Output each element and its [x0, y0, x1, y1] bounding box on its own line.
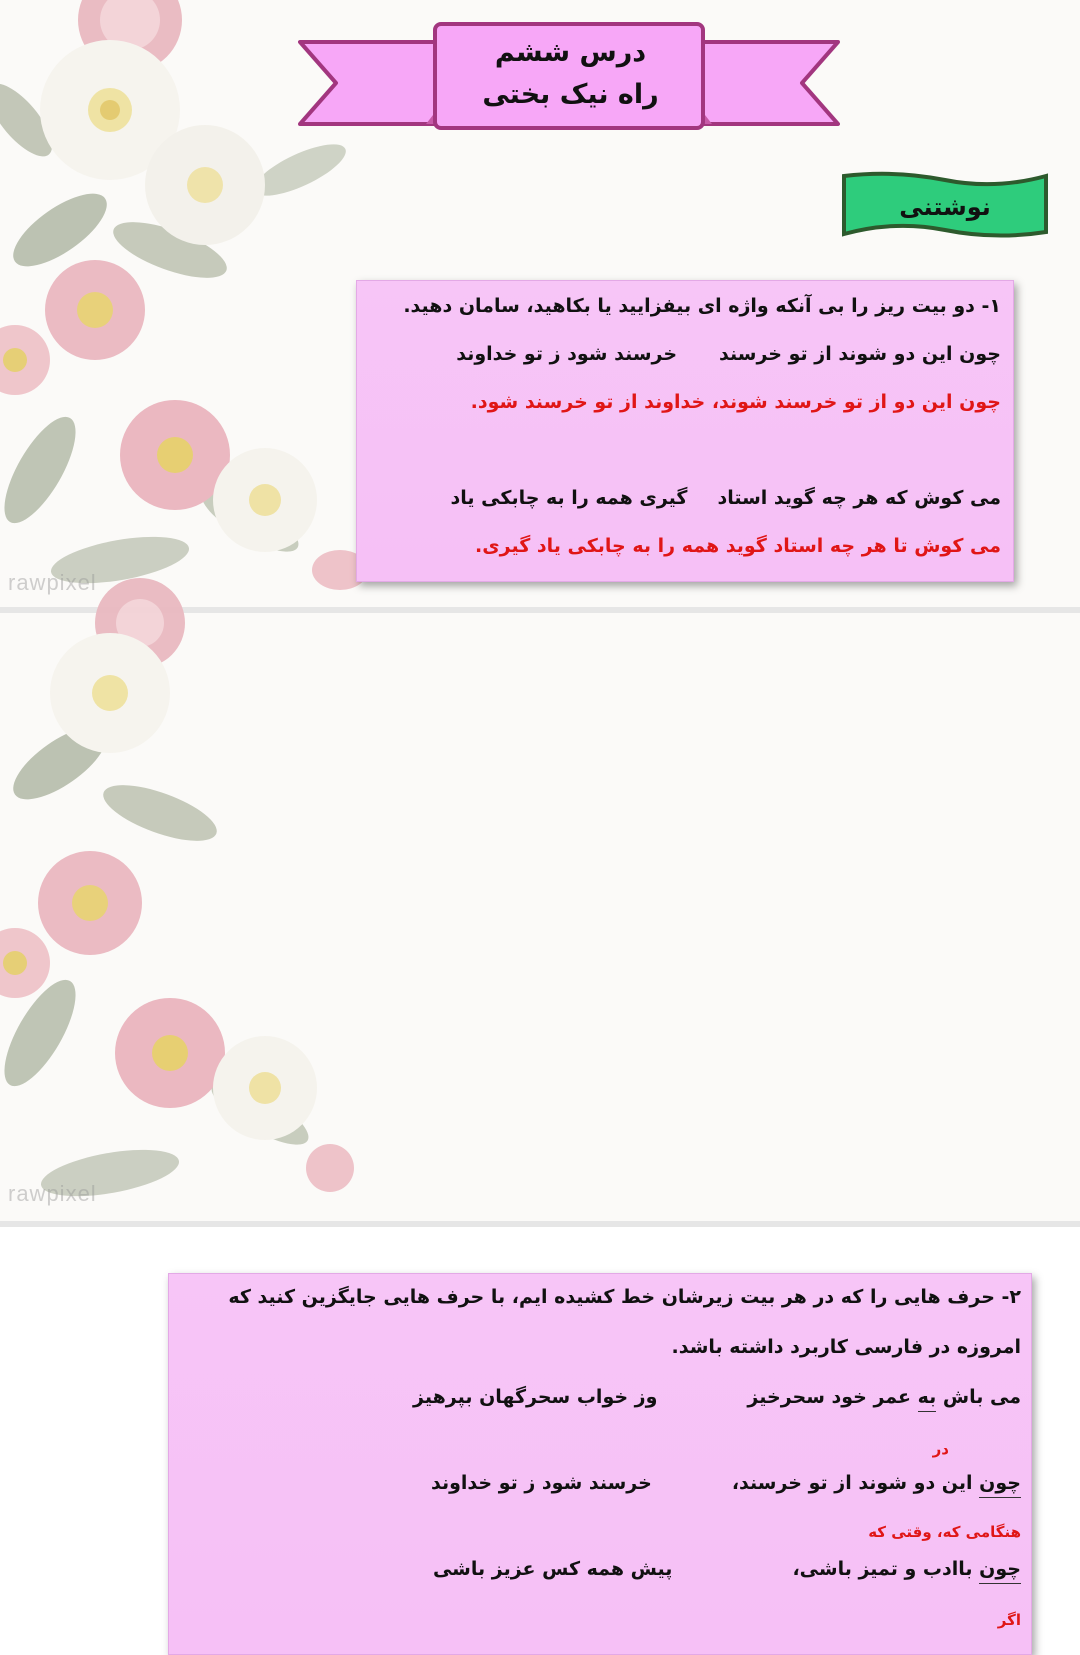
verse-1-underlined: به — [918, 1386, 937, 1412]
exercise-1-verse-2 — [365, 487, 1001, 535]
exercise-1-answer-1: چون این دو از تو خرسند شوند، خداوند از تو خرسند شود. — [470, 391, 1001, 413]
verse-2-post: این دو شوند از تو خرسند، — [731, 1472, 980, 1494]
verse-3-underlined: چون — [979, 1558, 1021, 1584]
verse-2-hemistich-a: می کوش که هر چه گوید استاد — [717, 487, 1001, 509]
verse-1-hemistich-a: چون این دو شوند از تو خرسند — [719, 343, 1001, 365]
lesson-title — [438, 26, 703, 122]
verse-1-hemistich-b: خرسند شود ز تو خداوند — [456, 343, 678, 365]
lesson-name: راه نیک بختی — [482, 79, 659, 110]
bottom-strip — [0, 1221, 1080, 1227]
exercise-1-verse-1 — [365, 343, 1001, 391]
exercise-2-verse-2 — [175, 1472, 1021, 1512]
verse-2-underlined: چون — [979, 1472, 1021, 1498]
exercise-2-card — [168, 1273, 1032, 1655]
exercise-2-answer-2: هنگامی که، وقتی که — [868, 1523, 1021, 1541]
verse-1-pre: می باش — [936, 1386, 1021, 1408]
section-tag: نوشتنی — [899, 193, 991, 221]
verse-3-post: باادب و تمیز باشی، — [792, 1558, 980, 1580]
exercise-2-verse-1 — [175, 1386, 1021, 1426]
exercise-2-question-line-2: امروزه در فارسی کاربرد داشته باشد. — [671, 1336, 1021, 1358]
verse-2-hemistich-b: خرسند شود ز تو خداوند — [431, 1472, 652, 1494]
exercise-2-question-line-1: ۲- حرف هایی را که در هر بیت زیرشان خط کشیده ایم، با حرف هایی جایگزین کنید که — [228, 1286, 1021, 1308]
exercise-2-answer-3: اگر — [997, 1611, 1021, 1629]
exercise-2-verse-3 — [175, 1558, 1021, 1598]
watermark: rawpixel — [8, 570, 97, 595]
exercise-1-card — [356, 280, 1014, 582]
exercise-1-answer-2: می کوش تا هر چه استاد گوید همه را به چابکی یاد گیری. — [475, 535, 1001, 557]
verse-1-post: عمر خود سحرخیز — [747, 1386, 918, 1408]
verse-2-hemistich-b: گیری همه را به چابکی یاد — [450, 487, 688, 509]
watermark-2: rawpixel — [8, 1181, 97, 1206]
slide-2 — [0, 613, 1080, 1629]
verse-3-hemistich-b: پیش همه کس عزیز باشی — [432, 1558, 673, 1580]
verse-1-hemistich-b: وز خواب سحرگهان بپرهیز — [413, 1386, 658, 1408]
floral-decoration-2 — [0, 613, 420, 1221]
lesson-number: درس ششم — [494, 37, 647, 68]
exercise-1-question: ۱- دو بیت ریز را بی آنکه واژه ای بیفزایید یا بکاهید، سامان دهید. — [403, 295, 1001, 317]
exercise-2-answer-1: در — [932, 1440, 949, 1458]
slide-1 — [0, 0, 1080, 607]
